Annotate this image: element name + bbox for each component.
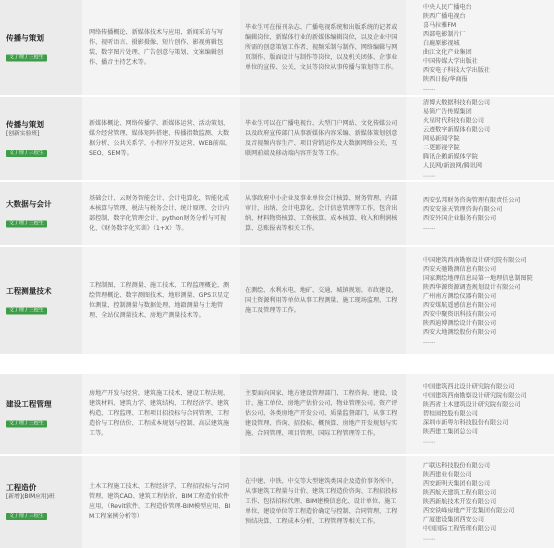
list-item: 中央人民广播电台 — [423, 3, 472, 11]
list-item: 西安大地测绘股份有限公司 — [423, 328, 497, 336]
list-item: …… — [423, 437, 436, 445]
jobs-text: 毕业生可在报刊杂志、广播电视系统和出版系统的记者或编辑岗位、新媒体行业的新媒体编辑岗位，以及企业中国所需的创意策划工作者、视频采制与制作、网络编辑与网页制作、版面设计与制作等岗位，以及机关团体、企事业单位的宣传、公关、文员等岗位从事传播与策划等工作。 — [245, 23, 398, 71]
list-item: 清博大数据科技有限公司 — [423, 99, 491, 106]
courses-text: 网络传播概论、新媒体技术与应用、新闻采访与写作、视听语言、摄影摄像、短片创作、影视剪辑包装、数字图片处理、广告创意与策划、文案编辑创作、播音主持艺术等。 — [89, 28, 224, 66]
major-subtitle: [新增](BIM应用)班 — [6, 494, 55, 500]
student-type-badge: 文 / 理 / 三校生 — [6, 421, 47, 428]
employers-cell — [408, 182, 554, 245]
jobs-text: 从事政府中小企业及事业单位会计核算、财务管理、内部审计、出纳、会计电算化、会计信息管理等工作，包含出纳、材料物资核算、工资核算、成本核算、收入和利润核算、总账报表等相关工作。 — [245, 194, 398, 232]
list-item: 西安天驰勘测信息有限公司 — [423, 265, 497, 273]
major-cell — [0, 374, 82, 454]
list-item: 网易新闻学院 — [423, 135, 460, 142]
table-row — [0, 247, 554, 354]
major-name: 传播与策划 — [6, 33, 44, 42]
employers-cell — [408, 456, 554, 548]
jobs-cell — [240, 374, 406, 454]
courses-text: 房地产开发与经营、建筑施工技术、建设工程法规、建筑材料、建筑力学、建筑结构、工程经济学、建筑构造、工程监理、工程项目招投标与合同管理、工程造价与工程估价、工程成本规划与控制、高层建筑施工等。 — [89, 390, 230, 437]
list-item: 火星时代科技有限公司 — [423, 117, 484, 124]
list-item: 西安外国企业服务有限公司 — [423, 214, 497, 222]
jobs-text: 在测绘、水利水电、地矿、交通、城镇规划、市政建设、国土资源利用等单位从事工程测量、施工现场监理、工程施工及管理等工作。 — [245, 286, 398, 314]
list-item: 陕西日报/华商报 — [423, 75, 468, 83]
courses-cell — [84, 0, 238, 95]
student-type-badge: 文 / 理 / 三校生 — [6, 54, 47, 61]
list-item: 西安新明天集团有限公司 — [423, 480, 491, 488]
jobs-text: 在中建、中铁、中交等大型建筑类国企及造价事务所中，从事建筑工程量与计价、建筑工程造价咨询、工程招投标工作、包括招标代理、BIM建模信息化、设计单位、施工单位、建设单位等工程造价确定与控制、合同管理、工程预结决算、工程成本分析、工程管理等相关工作。 — [245, 478, 398, 525]
employers-cell — [408, 0, 554, 95]
list-item: 陕西迪博测绘设计有限公司 — [423, 319, 497, 327]
list-item: 西安电子科技大学出版社 — [423, 66, 491, 74]
list-item: 国家测绘地理信息局第一地理信息制图院 — [423, 274, 533, 282]
table-row — [0, 456, 554, 548]
list-item: 陕西建业有限公司 — [423, 471, 472, 479]
major-name: 工程造价 — [6, 483, 37, 492]
employers-list — [423, 196, 552, 232]
student-type-badge: 文 / 理 / 三校生 — [6, 220, 47, 227]
courses-text: 土木工程施工技术、工程经济学、工程招投标与合同管理、建筑CAD、建筑工程估价、BIM工程造价软件应用、（Revit软件、工程造价管理-BIM模型应用、BIM工程案例分析等） — [89, 483, 231, 520]
employers-list — [423, 462, 552, 543]
list-item: …… — [423, 171, 436, 178]
major-cell — [0, 182, 82, 245]
list-item: 陕西华源资源调查规划设计有限公司 — [423, 283, 521, 291]
list-item: 曲江文化产业集团 — [423, 48, 472, 56]
list-item: 中国传媒大学出版社 — [423, 57, 478, 65]
list-item: …… — [423, 337, 436, 345]
employers-list — [423, 98, 552, 179]
student-type-badge: 文 / 理 / 三校生 — [6, 513, 47, 520]
major-cell — [0, 247, 82, 354]
student-type-badge: 文 / 理 / 三校生 — [6, 150, 47, 157]
employers-cell — [408, 247, 554, 354]
jobs-cell — [240, 247, 406, 354]
list-item: 中国建筑西南勘察设计研究院有限公司 — [423, 256, 527, 264]
list-item: 陕西航天建筑工程有限公司 — [423, 489, 497, 497]
courses-cell — [84, 97, 238, 180]
list-item: 广州南方测绘仪器有限公司 — [423, 292, 497, 300]
list-item: 陕西新航技术开发有限公司 — [423, 498, 497, 506]
major-cell — [0, 456, 82, 548]
list-item: …… — [423, 534, 436, 542]
list-item: 易简广告传媒集团 — [423, 108, 472, 115]
list-item: …… — [423, 223, 436, 231]
list-item: 西部电影制片厂 — [423, 30, 466, 38]
jobs-cell — [240, 456, 406, 548]
courses-cell — [84, 247, 238, 354]
list-item: 碧桂园控股有限公司 — [423, 410, 478, 418]
jobs-text: 主要面向国家、地方建设管理部门、工程咨询、建设、设计、施工单位、房地产估价公司、物业管理公司、资产评估公司、各类房地产开发公司、质量监督部门，从事工程建设管理、咨询、招投标、概预算、房地产开发规划与实施、合同管理、项目管理、国际工程管理等工作。 — [245, 390, 398, 437]
major-name: 传播与策划 — [6, 119, 44, 129]
list-item: 广厦建设集团西安公司 — [423, 516, 484, 524]
list-item: 西安安景天管理咨询有限公司 — [423, 205, 503, 213]
courses-text: 基础会计、云财务智能会计、会计电算化、智能化成本核算与管理、税法与税务会计、统计原理、会计内部控制、数字化管理会计、python财务分析与可视化、《财务数字化实训》（1+X）等。 — [89, 194, 230, 232]
list-item: 深圳市新粤尔科技股份有限公司 — [423, 419, 509, 427]
employers-list — [423, 383, 552, 446]
table-row — [0, 374, 554, 454]
list-item: 西安铁峰房地产开发集团有限公司 — [423, 507, 515, 515]
list-item: …… — [423, 84, 436, 92]
employers-cell — [408, 97, 554, 180]
major-name: 大数据与会计 — [6, 199, 52, 208]
courses-text: 工程制图、工程测量、施工技术、工程监理概论、测绘管理概论、数字测图技术、地形测量、GPS卫星定位测量、控制测量与数据处理、地籍测量与土地管理、全站仪测量技术、房地产测量技术等。 — [89, 281, 230, 319]
employers-list — [423, 256, 552, 346]
courses-cell — [84, 456, 238, 548]
list-item: 云迹数字新媒体有限公司 — [423, 126, 491, 133]
major-subtitle: [创新实验班] — [6, 130, 40, 137]
list-item: 白鹿原影视城 — [423, 39, 460, 47]
jobs-cell — [240, 0, 406, 95]
jobs-cell — [240, 182, 406, 245]
major-cell — [0, 97, 82, 180]
list-item: 中国建筑西南勘察设计研究院有限公司 — [423, 392, 527, 400]
list-item: 西安煤航遥感信息有限公司 — [423, 301, 497, 309]
list-item: 陕西广播电视台 — [423, 12, 466, 20]
list-item: 喜马拉雅FM — [423, 21, 457, 29]
list-item: 二更影视学院 — [423, 144, 460, 151]
jobs-text: 毕业生可以在广播电视台、大型门户网站、文化传媒公司以及政府宣传部门从事新媒体内容采编、新媒体策划创意及音视频内容生产、项目营销运作及大数据网络公关、互联网前端及移动端内容开发等工作。 — [245, 119, 398, 157]
courses-text: 新媒体概论、网络传播学、新媒体运营、活动策划、媒介经营管理、媒体矩阵搭建、传播指数监测、大数据分析、公共关系学、小程序开发运营、WEB前端、SEO、SEM等。 — [89, 119, 232, 157]
table-row — [0, 97, 554, 180]
employers-cell — [408, 374, 554, 454]
jobs-cell — [240, 97, 406, 180]
courses-cell — [84, 182, 238, 245]
list-item: 腾讯企鹅新媒体学院 — [423, 153, 478, 160]
table-row — [0, 182, 554, 245]
list-item: 西安弘邦财务咨询管理有限责任公司 — [423, 196, 521, 204]
student-type-badge: 文 / 理 / 三校生 — [6, 307, 47, 314]
list-item: 西安中聚资讯科技有限公司 — [423, 310, 497, 318]
courses-cell — [84, 374, 238, 454]
list-item: 广联达科技股份有限公司 — [423, 462, 491, 470]
list-item: 中国国际工程管理有限公司 — [423, 525, 497, 533]
employers-list — [423, 3, 552, 93]
list-item: 陕西建工集团总公司 — [423, 428, 478, 436]
list-item: 陕西省土木建筑设计研究院有限公司 — [423, 401, 521, 409]
major-cell — [0, 0, 82, 95]
list-item: 中国建筑西北设计研究院有限公司 — [423, 383, 515, 391]
major-name: 工程测量技术 — [6, 286, 52, 295]
major-name: 建设工程管理 — [6, 399, 52, 409]
list-item: 人民网/新浪网/腾讯网 — [423, 162, 482, 169]
table-row — [0, 0, 554, 95]
